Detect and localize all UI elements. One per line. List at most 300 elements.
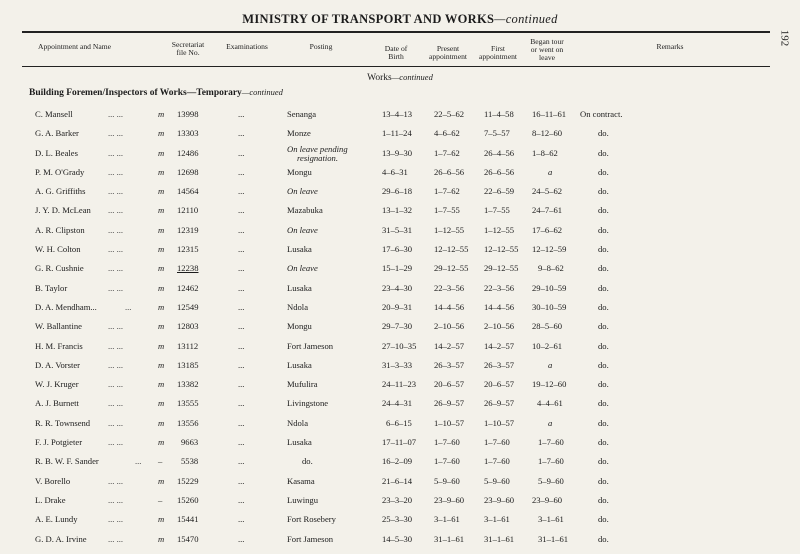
began-tour: 5–9–60 — [538, 475, 564, 486]
first-appointment: 26–9–57 — [484, 398, 515, 409]
file-number: 13556 — [177, 417, 199, 428]
file-number: 9663 — [181, 437, 199, 448]
present-appointment: 1–10–57 — [434, 417, 465, 428]
table-row — [0, 395, 800, 414]
date-of-birth: 17–11–07 — [382, 437, 417, 448]
subsection-title — [29, 87, 283, 98]
table-row — [0, 125, 800, 144]
examinations: ... — [238, 321, 245, 332]
staff-name: F. J. Potgieter — [35, 437, 83, 448]
first-appointment: 22–3–56 — [484, 282, 515, 293]
leader-dots: ... ... — [108, 263, 124, 274]
examinations: ... — [238, 340, 245, 351]
leader-dots: ... ... — [108, 166, 124, 177]
sex-marker: m — [158, 437, 165, 448]
sex-marker: m — [158, 205, 165, 216]
first-appointment: 1–10–57 — [484, 417, 515, 428]
sex-marker: m — [158, 128, 165, 139]
col-header-dob-line2: Birth — [388, 52, 404, 61]
sex-marker: m — [158, 514, 165, 525]
col-header-tour-line2: or went on — [530, 45, 564, 54]
first-appointment: 1–12–55 — [484, 224, 515, 235]
col-header-secretariat-line1: Secretariat — [171, 40, 205, 49]
present-appointment: 26–9–57 — [434, 398, 465, 409]
sex-marker: m — [158, 224, 165, 235]
posting: Lusaka — [287, 359, 312, 370]
present-appointment: 1–12–55 — [434, 224, 465, 235]
col-header-tour-line1: Began tour — [530, 37, 564, 46]
began-tour: 9–8–62 — [538, 263, 564, 274]
remarks: do. — [598, 533, 609, 544]
remarks: do. — [598, 186, 609, 197]
examinations: ... — [238, 166, 245, 177]
first-appointment: 23–9–60 — [484, 494, 515, 505]
present-appointment: 31–1–61 — [434, 533, 465, 544]
first-appointment: 5–9–60 — [484, 475, 510, 486]
staff-name: W. J. Kruger — [35, 379, 79, 390]
col-header-secretariat — [166, 41, 210, 57]
remarks: do. — [598, 379, 609, 390]
subsection-title-suffix: —continued — [241, 87, 283, 97]
first-appointment: 3–1–61 — [484, 514, 510, 525]
began-tour: a — [548, 359, 553, 370]
table-row — [0, 299, 800, 318]
leader-dots: ... ... — [108, 379, 124, 390]
present-appointment: 29–12–55 — [434, 263, 469, 274]
leader-dots: ... ... — [108, 282, 124, 293]
remarks: do. — [598, 224, 609, 235]
first-appointment: 14–2–57 — [484, 340, 515, 351]
first-appointment: 31–1–61 — [484, 533, 515, 544]
leader-dots: ... ... — [108, 128, 124, 139]
staff-name: A. R. Clipston — [35, 224, 85, 235]
col-header-examinations: Examinations — [226, 42, 268, 51]
date-of-birth: 29–6–18 — [382, 186, 413, 197]
file-number: 15260 — [177, 494, 199, 505]
staff-name: G. A. Barker — [35, 128, 79, 139]
staff-name: R. R. Townsend — [35, 417, 91, 428]
col-header-present-line1: Present — [436, 44, 460, 53]
examinations: ... — [238, 379, 245, 390]
leader-dots: ... — [135, 456, 142, 467]
examinations: ... — [238, 263, 245, 274]
leader-dots: ... ... — [108, 109, 124, 119]
began-tour: 30–10–59 — [532, 301, 567, 312]
col-header-dob-line1: Date of — [384, 44, 408, 53]
staff-name: W. Ballantine — [35, 321, 82, 332]
staff-name: C. Mansell — [35, 109, 73, 119]
date-of-birth: 14–5–30 — [382, 533, 413, 544]
began-tour: 24–7–61 — [532, 205, 563, 216]
first-appointment: 1–7–60 — [484, 456, 510, 467]
date-of-birth: 27–10–35 — [382, 340, 417, 351]
posting: Mongu — [287, 166, 312, 177]
file-number: 13998 — [177, 109, 199, 119]
file-number: 15470 — [177, 533, 199, 544]
date-of-birth: 13–1–32 — [382, 205, 413, 216]
first-appointment: 26–6–56 — [484, 166, 515, 177]
remarks: do. — [598, 456, 609, 467]
leader-dots: ... ... — [108, 398, 124, 409]
date-of-birth: 21–6–14 — [382, 475, 413, 486]
sex-marker: m — [158, 321, 165, 332]
page-title-suffix: —continued — [494, 12, 558, 26]
present-appointment: 1–7–55 — [434, 205, 460, 216]
leader-dots: ... ... — [108, 186, 124, 197]
sex-marker: m — [158, 166, 165, 177]
file-number: 12315 — [177, 244, 199, 255]
posting: Ndola — [287, 417, 309, 428]
sex-marker: m — [158, 109, 165, 119]
table-row — [0, 260, 800, 279]
examinations: ... — [238, 186, 245, 197]
began-tour: 17–6–62 — [532, 224, 563, 235]
date-of-birth: 20–9–31 — [382, 301, 413, 312]
posting: Ndola — [287, 301, 309, 312]
sex-marker: m — [158, 186, 165, 197]
staff-name: G. D. A. Irvine — [35, 533, 87, 544]
sex-marker: m — [158, 379, 165, 390]
began-tour: a — [548, 166, 553, 177]
staff-name: A. J. Burnett — [35, 398, 79, 409]
staff-name: L. Drake — [35, 494, 66, 505]
file-number: 13112 — [177, 340, 199, 351]
file-number: 13555 — [177, 398, 199, 409]
remarks: do. — [598, 398, 609, 409]
leader-dots: ... ... — [108, 205, 124, 216]
sex-marker: m — [158, 301, 165, 312]
first-appointment: 20–6–57 — [484, 379, 515, 390]
col-header-present-line2: appointment — [429, 52, 467, 61]
examinations: ... — [238, 417, 245, 428]
page-title-text: MINISTRY OF TRANSPORT AND WORKS — [242, 12, 495, 26]
col-header-tour — [522, 38, 572, 62]
table-row — [0, 453, 800, 472]
page-title — [0, 12, 800, 27]
present-appointment: 22–3–56 — [434, 282, 465, 293]
sex-marker: m — [158, 533, 165, 544]
posting: Luwingu — [287, 494, 319, 505]
table-row — [0, 241, 800, 260]
sex-marker: m — [158, 475, 165, 486]
posting: Lusaka — [287, 244, 312, 255]
col-header-appointment: Appointment and Name — [38, 42, 111, 51]
posting: Senanga — [287, 109, 317, 119]
remarks: do. — [598, 321, 609, 332]
examinations: ... — [238, 282, 245, 293]
began-tour: 4–4–61 — [537, 398, 563, 409]
posting: On leave — [287, 186, 318, 197]
remarks: do. — [598, 147, 609, 158]
table-row — [0, 492, 800, 511]
header-bottom-rule — [22, 66, 770, 67]
examinations: ... — [238, 109, 245, 119]
file-number: 12549 — [177, 301, 199, 312]
remarks: do. — [598, 244, 609, 255]
posting: Kasama — [287, 475, 315, 486]
date-of-birth: 13–9–30 — [382, 147, 413, 158]
table-row — [0, 280, 800, 299]
col-header-first-line1: First — [491, 44, 505, 53]
present-appointment: 26–3–57 — [434, 359, 465, 370]
examinations: ... — [238, 359, 245, 370]
leader-dots: ... ... — [108, 224, 124, 235]
began-tour: 29–10–59 — [532, 282, 567, 293]
date-of-birth: 24–11–23 — [382, 379, 417, 390]
staff-table — [0, 106, 800, 550]
file-number: 13382 — [177, 379, 199, 390]
header-top-rule — [22, 31, 770, 33]
table-row — [0, 145, 800, 164]
posting: Livingstone — [287, 398, 329, 409]
began-tour: 10–2–61 — [532, 340, 563, 351]
began-tour: 24–5–62 — [532, 186, 563, 197]
staff-name: G. R. Cushnie — [35, 263, 84, 274]
date-of-birth: 23–4–30 — [382, 282, 413, 293]
remarks: do. — [598, 205, 609, 216]
file-number: 5538 — [181, 456, 199, 467]
date-of-birth: 4–6–31 — [382, 166, 408, 177]
present-appointment: 3–1–61 — [434, 514, 460, 525]
col-header-secretariat-line2: file No. — [176, 48, 200, 57]
staff-name: D. A. Vorster — [35, 359, 81, 370]
sex-marker: m — [158, 244, 165, 255]
staff-name: A. E. Lundy — [35, 514, 78, 525]
table-row — [0, 376, 800, 395]
sex-marker: – — [158, 494, 163, 505]
sex-marker: m — [158, 417, 165, 428]
first-appointment: 26–3–57 — [484, 359, 515, 370]
posting: Monze — [287, 128, 311, 139]
col-header-first-line2: appointment — [479, 52, 517, 61]
present-appointment: 26–6–56 — [434, 166, 465, 177]
file-number: 12238 — [177, 263, 199, 274]
posting: Mazabuka — [287, 205, 323, 216]
leader-dots: ... ... — [108, 514, 124, 525]
col-header-dob — [376, 45, 416, 61]
posting: On leave — [287, 224, 318, 235]
examinations: ... — [238, 244, 245, 255]
posting — [287, 145, 348, 163]
first-appointment: 26–4–56 — [484, 147, 515, 158]
examinations: ... — [238, 301, 245, 312]
staff-name: D. A. Mendham... — [35, 301, 97, 312]
first-appointment: 2–10–56 — [484, 321, 515, 332]
table-row — [0, 318, 800, 337]
remarks: do. — [598, 128, 609, 139]
remarks: do. — [598, 301, 609, 312]
posting: Fort Jameson — [287, 533, 334, 544]
examinations: ... — [238, 494, 245, 505]
first-appointment: 1–7–55 — [484, 205, 510, 216]
examinations: ... — [238, 514, 245, 525]
table-row — [0, 357, 800, 376]
remarks: do. — [598, 359, 609, 370]
sex-marker: m — [158, 340, 165, 351]
posting-line2: resignation. — [297, 152, 338, 163]
date-of-birth: 29–7–30 — [382, 321, 413, 332]
first-appointment: 22–6–59 — [484, 186, 515, 197]
date-of-birth: 17–6–30 — [382, 244, 413, 255]
examinations: ... — [238, 128, 245, 139]
began-tour: 3–1–61 — [538, 514, 564, 525]
examinations: ... — [238, 398, 245, 409]
table-row — [0, 473, 800, 492]
began-tour: 19–12–60 — [532, 379, 567, 390]
table-row — [0, 338, 800, 357]
file-number: 15441 — [177, 514, 199, 525]
subsection-title-text: Building Foremen/Inspectors of Works—Temporary — [29, 88, 242, 98]
examinations: ... — [238, 456, 245, 467]
began-tour: 23–9–60 — [532, 494, 563, 505]
table-row — [0, 511, 800, 530]
began-tour: 1–7–60 — [538, 437, 564, 448]
posting: Lusaka — [287, 282, 312, 293]
leader-dots: ... ... — [108, 533, 124, 544]
leader-dots: ... ... — [108, 147, 124, 158]
date-of-birth: 31–5–31 — [382, 224, 413, 235]
posting: On leave — [287, 263, 318, 274]
first-appointment: 12–12–55 — [484, 244, 519, 255]
file-number: 13185 — [177, 359, 199, 370]
first-appointment: 11–4–58 — [484, 109, 514, 119]
began-tour: 16–11–61 — [532, 109, 567, 119]
present-appointment: 14–2–57 — [434, 340, 465, 351]
began-tour: 1–7–60 — [538, 456, 564, 467]
col-header-first — [472, 45, 524, 61]
examinations: ... — [238, 205, 245, 216]
staff-name: B. Taylor — [35, 282, 68, 293]
leader-dots: ... ... — [108, 244, 124, 255]
present-appointment: 20–6–57 — [434, 379, 465, 390]
examinations: ... — [238, 437, 245, 448]
leader-dots: ... ... — [108, 494, 124, 505]
present-appointment: 1–7–62 — [434, 147, 460, 158]
began-tour: a — [548, 417, 553, 428]
staff-name: J. Y. D. McLean — [35, 205, 91, 216]
leader-dots: ... ... — [108, 437, 124, 448]
leader-dots: ... ... — [108, 359, 124, 370]
date-of-birth: 13–4–13 — [382, 109, 413, 119]
section-title — [0, 72, 800, 83]
table-row — [0, 531, 800, 550]
staff-name: R. B. W. F. Sander — [35, 456, 99, 467]
remarks: On contract. — [580, 109, 623, 119]
staff-name: P. M. O'Grady — [35, 166, 85, 177]
page-number: 192 — [778, 29, 791, 47]
staff-name: H. M. Francis — [35, 340, 83, 351]
date-of-birth: 24–4–31 — [382, 398, 413, 409]
file-number: 12462 — [177, 282, 199, 293]
sex-marker: m — [158, 282, 165, 293]
remarks: do. — [598, 417, 609, 428]
table-row — [0, 164, 800, 183]
posting: Lusaka — [287, 437, 312, 448]
posting: Fort Jameson — [287, 340, 334, 351]
began-tour: 8–12–60 — [532, 128, 563, 139]
first-appointment: 7–5–57 — [484, 128, 510, 139]
col-header-tour-line3: leave — [538, 53, 556, 62]
file-number: 12486 — [177, 147, 199, 158]
date-of-birth: 23–3–20 — [382, 494, 413, 505]
table-row — [0, 434, 800, 453]
date-of-birth: 15–1–29 — [382, 263, 413, 274]
began-tour: 12–12–59 — [532, 244, 567, 255]
file-number: 12319 — [177, 224, 199, 235]
remarks: do. — [598, 282, 609, 293]
present-appointment: 1–7–60 — [434, 437, 460, 448]
remarks: do. — [598, 514, 609, 525]
present-appointment: 5–9–60 — [434, 475, 460, 486]
date-of-birth: 16–2–09 — [382, 456, 413, 467]
table-row — [0, 222, 800, 241]
leader-dots: ... ... — [108, 417, 124, 428]
table-row — [0, 415, 800, 434]
posting: do. — [302, 456, 313, 467]
staff-name: W. H. Colton — [35, 244, 81, 255]
file-number: 12110 — [177, 205, 199, 216]
began-tour: 1–8–62 — [532, 147, 558, 158]
file-number: 12698 — [177, 166, 199, 177]
col-header-posting: Posting — [309, 42, 333, 51]
leader-dots: ... — [125, 301, 132, 312]
remarks: do. — [598, 437, 609, 448]
present-appointment: 4–6–62 — [434, 128, 460, 139]
section-title-text: Works — [367, 73, 392, 83]
date-of-birth: 25–3–30 — [382, 514, 413, 525]
remarks: do. — [598, 340, 609, 351]
remarks: do. — [598, 494, 609, 505]
first-appointment: 1–7–60 — [484, 437, 510, 448]
col-header-remarks: Remarks — [656, 42, 684, 51]
staff-name: D. L. Beales — [35, 147, 78, 158]
examinations: ... — [238, 224, 245, 235]
file-number: 12803 — [177, 321, 199, 332]
sex-marker: m — [158, 147, 165, 158]
section-title-suffix: —continued — [391, 72, 433, 82]
col-header-present — [422, 45, 474, 61]
present-appointment: 12–12–55 — [434, 244, 469, 255]
examinations: ... — [238, 533, 245, 544]
examinations: ... — [238, 475, 245, 486]
present-appointment: 22–5–62 — [434, 109, 465, 119]
date-of-birth: 1–11–24 — [382, 128, 412, 139]
date-of-birth: 6–6–15 — [386, 417, 412, 428]
present-appointment: 23–9–60 — [434, 494, 465, 505]
began-tour: 31–1–61 — [538, 533, 569, 544]
leader-dots: ... ... — [108, 340, 124, 351]
began-tour: 28–5–60 — [532, 321, 563, 332]
examinations: ... — [238, 147, 245, 158]
remarks: do. — [598, 166, 609, 177]
file-number: 15229 — [177, 475, 199, 486]
table-row — [0, 106, 800, 125]
staff-name: V. Borello — [35, 475, 71, 486]
staff-name: A. G. Griffiths — [35, 186, 86, 197]
first-appointment: 14–4–56 — [484, 301, 515, 312]
first-appointment: 29–12–55 — [484, 263, 519, 274]
file-number: 13303 — [177, 128, 199, 139]
present-appointment: 2–10–56 — [434, 321, 465, 332]
sex-marker: m — [158, 398, 165, 409]
leader-dots: ... ... — [108, 321, 124, 332]
posting: Mufulira — [287, 379, 318, 390]
posting: Fort Rosebery — [287, 514, 336, 525]
sex-marker: – — [158, 456, 163, 467]
date-of-birth: 31–3–33 — [382, 359, 413, 370]
remarks: do. — [598, 263, 609, 274]
table-row — [0, 183, 800, 202]
